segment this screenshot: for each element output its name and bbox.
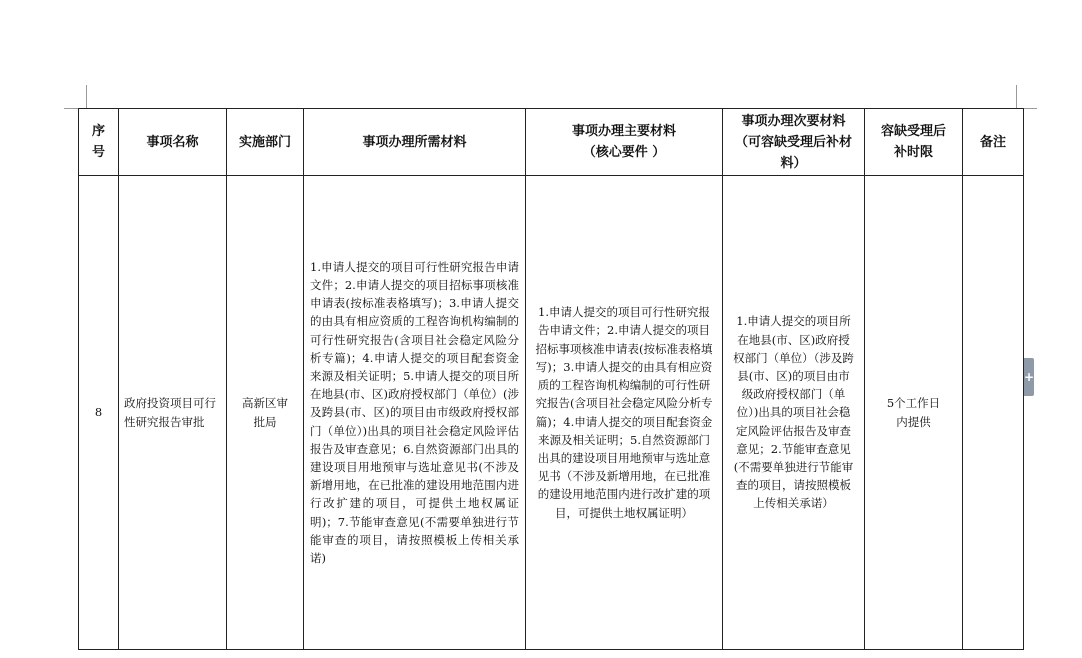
cell-department-text: 高新区审批局 bbox=[242, 396, 288, 429]
header-department: 实施部门 bbox=[227, 109, 304, 176]
cell-remarks bbox=[963, 176, 1024, 650]
table-row bbox=[79, 176, 1024, 650]
expand-tab-plus-icon[interactable]: + bbox=[1024, 358, 1034, 396]
header-item-name: 事项名称 bbox=[119, 109, 227, 176]
cell-main-materials bbox=[526, 176, 723, 650]
header-secondary-materials-line1: 事项办理次要材料 bbox=[741, 113, 846, 129]
header-deadline-line2: 补时限 bbox=[893, 145, 933, 160]
corner-mark-right-vertical bbox=[1016, 85, 1017, 109]
cell-department bbox=[227, 176, 304, 650]
header-seq bbox=[79, 109, 119, 176]
header-deadline bbox=[865, 109, 963, 176]
cell-deadline-text: 5个工作日内提供 bbox=[886, 396, 941, 429]
header-main-materials-line1: 事项办理主要材料 bbox=[571, 124, 676, 139]
cell-seq: 8 bbox=[79, 176, 119, 650]
header-seq-label: 序号 bbox=[91, 124, 105, 160]
cell-item-name bbox=[119, 176, 227, 650]
header-secondary-materials bbox=[723, 109, 865, 176]
cell-required-materials-text: 1.申请人提交的项目可行性研究报告申请文件；2.申请人提交的项目招标事项核准申请表(按标准表格填写)；3.申请人提交的由具有相应资质的工程咨询机构编制的可行性研究报告(含项目社会稳定风险分析专篇)；4.申请人提交的项目配套资金来源及相关证明；5.申请人提交的项目所在地县(市、区)政府授权部门（单位）(涉及跨县(市、区)的项目由市级政府授权部门（单位）)出具的项目社会稳定风险评估报告及审查意见；6.自然资源部门出具的建设项目用地预审与选址意见书(不涉及新增用地，在已批准的建设用地范围内进行改扩建的项目，可提供土地权属证明)；7.节能审查意见(不需要单独进行节能审查的项目，请按照模板上传相关承诺) bbox=[310, 259, 519, 566]
cell-secondary-materials-text: 1.申请人提交的项目所在地县(市、区)政府授权部门（单位）（涉及跨县(市、区)的项目由市级政府授权部门（单位）)出具的项目社会稳定风险评估报告及审查意见；2.节能审查意见(不需要单独进行节能审查的项目，请按照模板上传相关承诺） bbox=[733, 314, 854, 511]
header-secondary-materials-line2: （可容缺受理后补材 bbox=[734, 134, 852, 150]
cell-deadline bbox=[865, 176, 963, 650]
header-main-materials-line2: （核心要件 ） bbox=[582, 145, 666, 160]
cell-item-name-text: 政府投资项目可行性研究报告审批 bbox=[124, 396, 216, 429]
corner-mark-left-vertical bbox=[86, 85, 87, 109]
header-remarks: 备注 bbox=[963, 109, 1024, 176]
cell-main-materials-text: 1.申请人提交的项目可行性研究报告申请文件；2.申请人提交的项目招标事项核准申请表(按标准表格填写)；3.申请人提交的由具有相应资质的工程咨询机构编制的可行性研究报告(含项目社会稳定风险分析专篇)；4.申请人提交的项目配套资金来源及相关证明；5.自然资源部门出具的建设项目用地预审与选址意见书（不涉及新增用地，在已批准的建设用地范围内进行改扩建的项目，可提供土地权属证明） bbox=[535, 305, 713, 520]
approval-items-table bbox=[78, 108, 1024, 650]
table-header-row bbox=[79, 109, 1024, 176]
header-secondary-materials-line3: 料） bbox=[780, 155, 807, 171]
header-main-materials bbox=[526, 109, 723, 176]
header-required-materials: 事项办理所需材料 bbox=[304, 109, 526, 176]
cell-required-materials bbox=[304, 176, 526, 650]
cell-secondary-materials bbox=[723, 176, 865, 650]
header-deadline-line1: 容缺受理后 bbox=[880, 124, 946, 139]
